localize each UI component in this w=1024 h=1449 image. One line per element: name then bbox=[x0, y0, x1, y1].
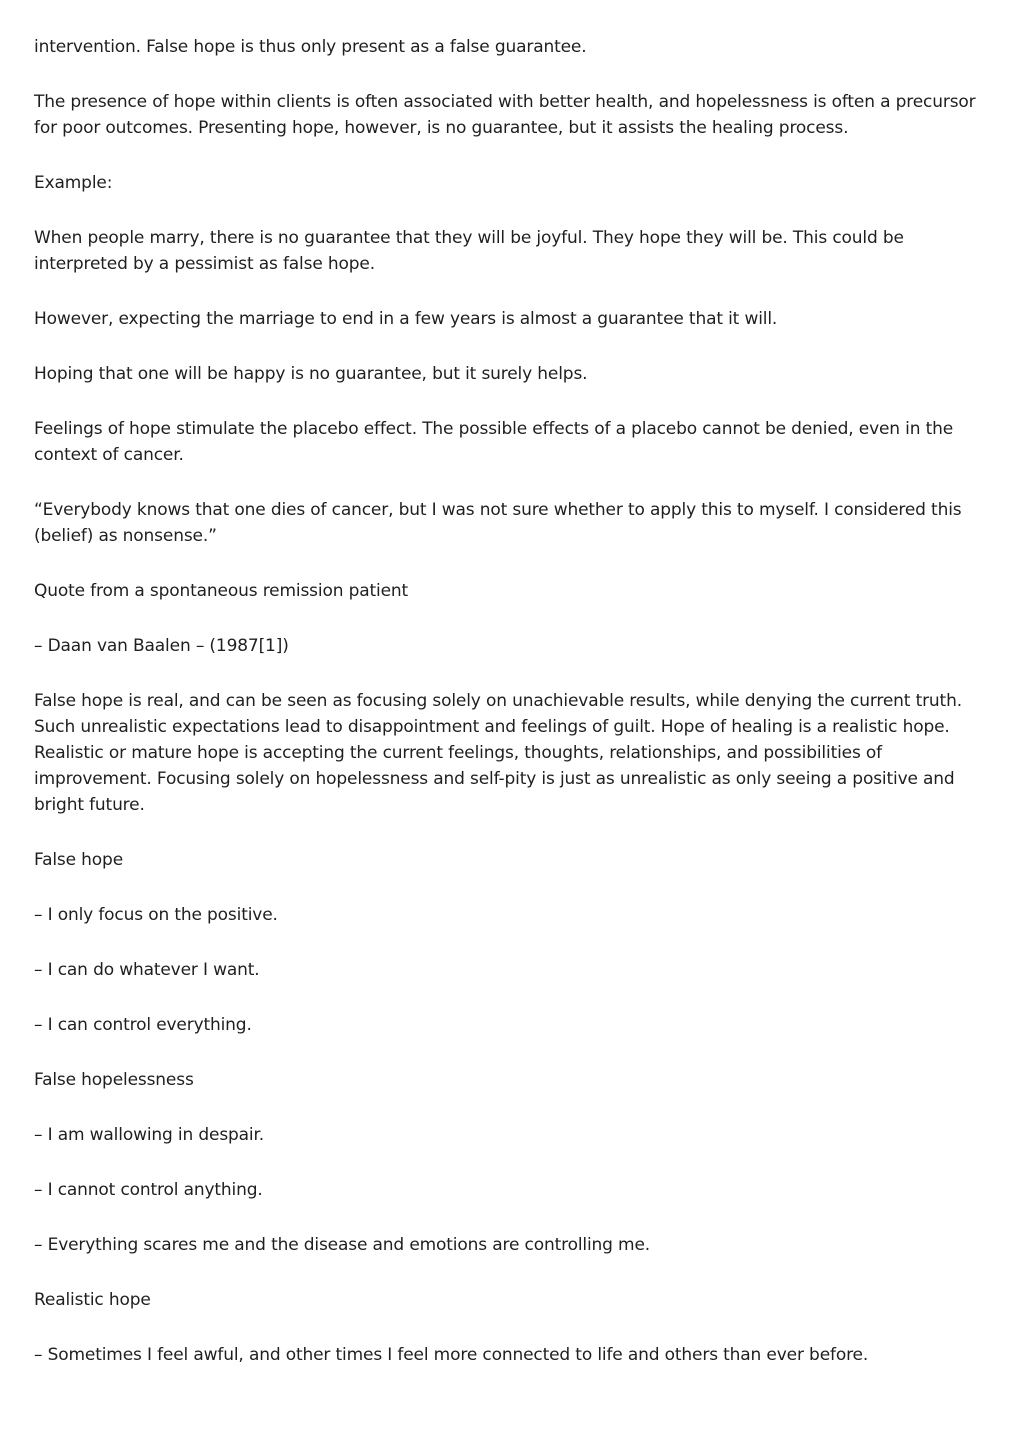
document-body bbox=[34, 34, 984, 1397]
list-item: – I can do whatever I want. bbox=[34, 960, 260, 980]
paragraph-quote-source: Quote from a spontaneous remission patient bbox=[34, 581, 409, 601]
paragraph-marriage-hope: When people marry, there is no guarantee that they will be joyful. They hope they will be. This could be interpreted by a pessimist as false hope. bbox=[34, 228, 904, 274]
paragraph-marriage-end: However, expecting the marriage to end in a few years is almost a guarantee that it will. bbox=[34, 309, 778, 329]
paragraph-false-hope-real: False hope is real, and can be seen as focusing solely on unachievable results, while denying the current truth. Such unrealistic expectations lead to disappointment and feelings of guilt. Hope of healing is a realistic hope. Realistic or mature hope is accepting the current feelings, thoughts, relationships, and possibilities of improvement. Focusing solely on hopelessness and self-pity is just as unrealistic as only seeing a positive and bright future. bbox=[34, 691, 962, 815]
paragraph-intervention: intervention. False hope is thus only present as a false guarantee. bbox=[34, 37, 587, 57]
list-item: – I can control everything. bbox=[34, 1015, 252, 1035]
list-item: – Sometimes I feel awful, and other times I feel more connected to life and others than ever before. bbox=[34, 1345, 869, 1365]
paragraph-quote: “Everybody knows that one dies of cancer, but I was not sure whether to apply this to myself. I considered this (belief) as nonsense.” bbox=[34, 500, 962, 546]
list-item: – I cannot control anything. bbox=[34, 1180, 263, 1200]
paragraph-hoping-happy: Hoping that one will be happy is no guarantee, but it surely helps. bbox=[34, 364, 588, 384]
list-item: – I only focus on the positive. bbox=[34, 905, 278, 925]
heading-false-hopelessness: False hopelessness bbox=[34, 1070, 194, 1090]
paragraph-quote-author: – Daan van Baalen – (1987[1]) bbox=[34, 636, 289, 656]
list-item: – Everything scares me and the disease and emotions are controlling me. bbox=[34, 1235, 651, 1255]
paragraph-presence-of-hope: The presence of hope within clients is often associated with better health, and hopelessness is often a precursor for poor outcomes. Presenting hope, however, is no guarantee, but it assists the healing process. bbox=[34, 92, 976, 138]
heading-false-hope: False hope bbox=[34, 850, 124, 870]
heading-realistic-hope: Realistic hope bbox=[34, 1290, 151, 1310]
paragraph-placebo: Feelings of hope stimulate the placebo effect. The possible effects of a placebo cannot be denied, even in the context of cancer. bbox=[34, 419, 954, 465]
list-item: – I am wallowing in despair. bbox=[34, 1125, 265, 1145]
paragraph-example-label: Example: bbox=[34, 173, 113, 193]
